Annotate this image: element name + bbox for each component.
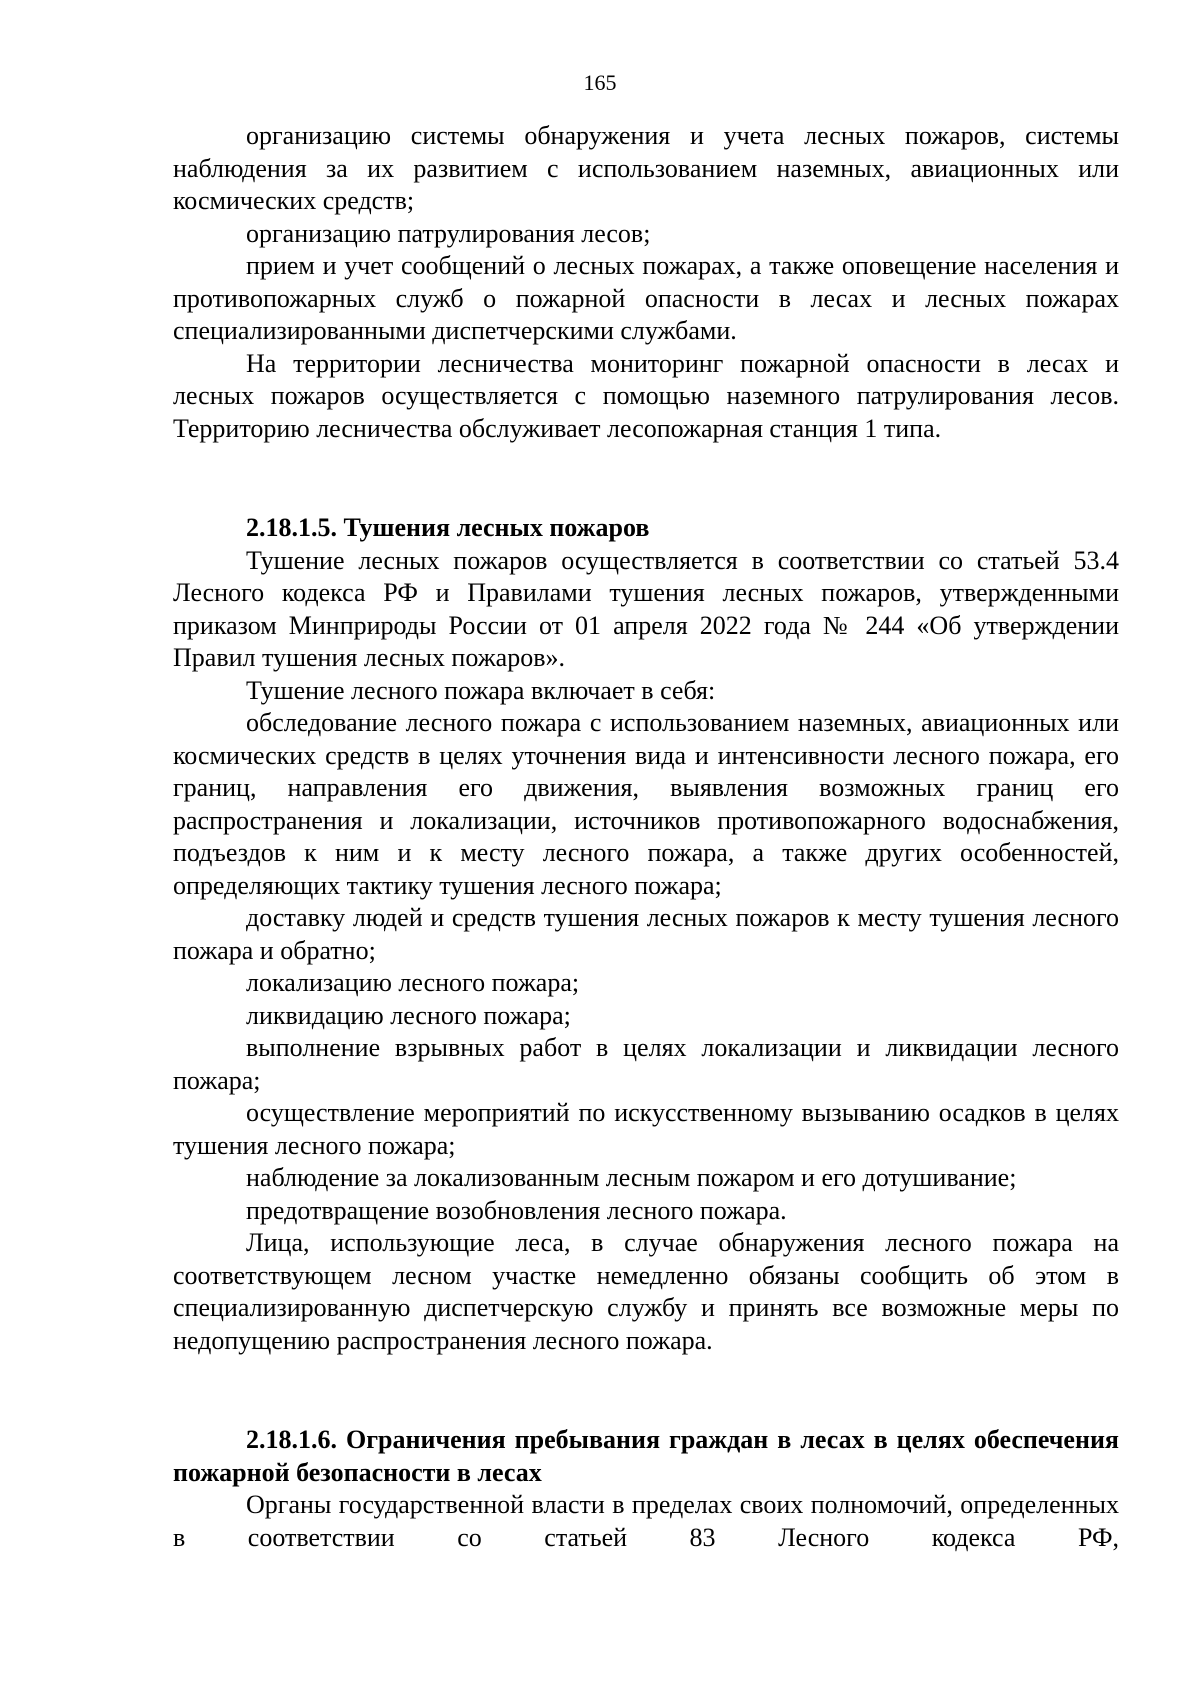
paragraph: прием и учет сообщений о лесных пожарах, а также оповещение населения и противопожарных служб о пожарной опасности в лесах и лесных пожарах специализированными диспетчерскими службами. [173, 251, 1119, 345]
list-item: ликвидацию лесного пожара; [246, 1000, 571, 1030]
list-item: доставку людей и средств тушения лесных пожаров к месту тушения лесного пожара и обратно; [173, 903, 1119, 965]
paragraph: Тушение лесных пожаров осуществляется в соответствии со статьей 53.4 Лесного кодекса РФ и Правилами тушения лесных пожаров, утвержденными приказом Минприроды России от 01 апреля 2022 года № 244 «Об утверждении Правил тушения лесных пожаров». [173, 545, 1119, 672]
paragraph: На территории лесничества мониторинг пожарной опасности в лесах и лесных пожаров осуществляется с помощью наземного патрулирования лесов. Территорию лесничества обслуживает лесопожарная станция 1 типа. [173, 348, 1119, 443]
paragraph: Органы государственной власти в пределах своих полномочий, определенных в соответствии со статьей 83 Лесного кодекса РФ, [173, 1490, 1119, 1552]
paragraph: организацию системы обнаружения и учета лесных пожаров, системы наблюдения за их развитием с использованием наземных, авиационных или космических средств; [173, 121, 1119, 215]
list-item: предотвращение возобновления лесного пожара. [246, 1195, 787, 1225]
paragraph: организацию патрулирования лесов; [246, 218, 651, 248]
section-heading: 2.18.1.6. Ограничения пребывания граждан в лесах в целях обеспечения пожарной безопасности в лесах [173, 1425, 1119, 1487]
list-item: осуществление мероприятий по искусственному вызыванию осадков в целях тушения лесного пожара; [173, 1098, 1119, 1160]
list-item: выполнение взрывных работ в целях локализации и ликвидации лесного пожара; [173, 1033, 1119, 1095]
page-content [173, 120, 1119, 1554]
section-spacer [173, 445, 1119, 512]
list-item: наблюдение за локализованным лесным пожаром и его дотушивание; [246, 1163, 1017, 1192]
paragraph: Тушение лесного пожара включает в себя: [246, 675, 716, 705]
section-heading: 2.18.1.5. Тушения лесных пожаров [246, 513, 650, 542]
list-item: локализацию лесного пожара; [246, 968, 580, 997]
paragraph: Лица, использующие леса, в случае обнаружения лесного пожара на соответствующем лесном участке немедленно обязаны сообщить об этом в специализированную диспетчерскую службу и принять все возможные меры по недопущению распространения лесного пожара. [173, 1228, 1119, 1355]
section-spacer [173, 1357, 1119, 1424]
page-number: 165 [583, 70, 617, 95]
list-item: обследование лесного пожара с использованием наземных, авиационных или космических средств в целях уточнения вида и интенсивности лесного пожара, его границ, направления его движения, выявления возможных границ его распространения и локализации, источников противопожарного водоснабжения, подъездов к ним и к месту лесного пожара, а также других особенностей, определяющих тактику тушения лесного пожара; [173, 708, 1119, 900]
